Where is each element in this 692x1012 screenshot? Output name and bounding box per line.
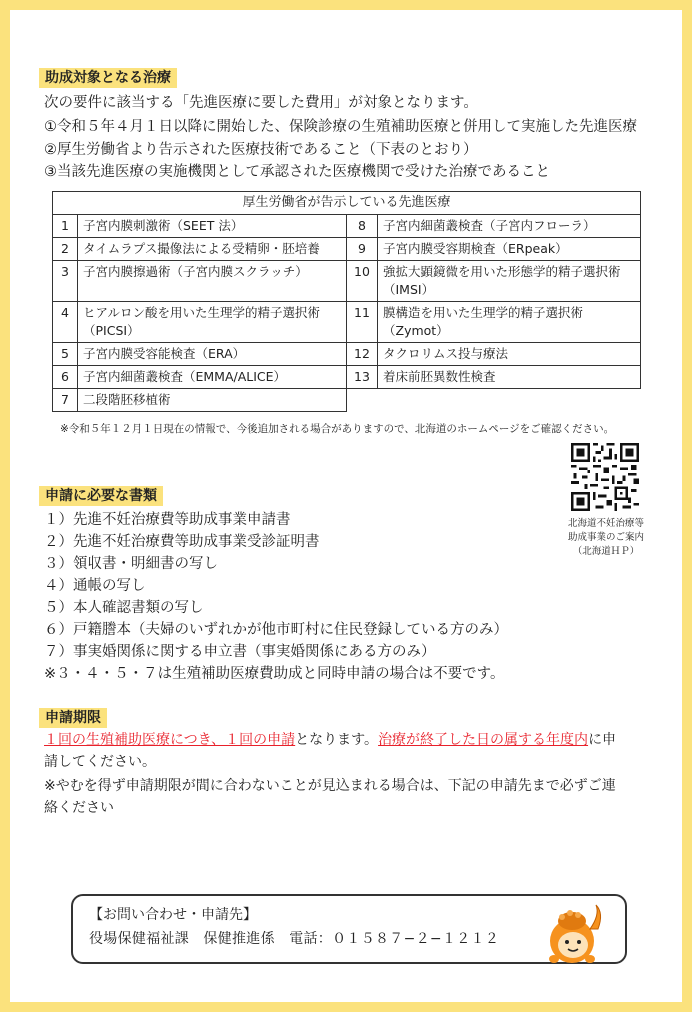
- row-number: 9: [347, 238, 378, 261]
- deadline-line-4: 絡ください: [44, 800, 114, 816]
- table-row: [53, 261, 641, 302]
- row-label: 子宮内細菌叢検査（EMMA/ALICE）: [78, 366, 347, 389]
- requirement-1: ①令和５年４月１日以降に開始した、保険診療の生殖補助医療と併用して実施した先進医療: [44, 119, 637, 135]
- table-row: [53, 343, 641, 366]
- row-label: 子宮内膜受容期検査（ERpeak）: [378, 238, 641, 261]
- document-item: ４）通帳の写し: [44, 578, 146, 594]
- deadline-line-1: [44, 730, 616, 750]
- row-label: 膜構造を用いた生理学的精子選択術（Zymot）: [378, 302, 641, 343]
- row-number: 5: [53, 343, 78, 366]
- row-label: タイムラプス撮像法による受精卵・胚培養: [78, 238, 347, 261]
- documents-heading: 申請に必要な書類: [39, 486, 163, 506]
- row-number: 13: [347, 366, 378, 389]
- qr-caption-line: 助成事業のご案内: [567, 532, 644, 543]
- document-note: ※３・４・５・７は生殖補助医療費助成と同時申請の場合は不要です。: [44, 666, 505, 682]
- deadline-emphasis-1: １回の生殖補助医療につき、１回の申請: [44, 732, 296, 748]
- row-label: 子宮内膜擦過術（子宮内膜スクラッチ）: [78, 261, 347, 302]
- table-row: [53, 366, 641, 389]
- row-number: 11: [347, 302, 378, 343]
- table-note: ※令和５年１２月１日現在の情報で、今後追加される場合がありますので、北海道のホームページをご確認ください。: [60, 423, 615, 435]
- row-label: 強拡大顕鏡微を用いた形態学的精子選択術（IMSI）: [378, 261, 641, 302]
- row-label: ヒアルロン酸を用いた生理学的精子選択術（PICSI）: [78, 302, 347, 343]
- table-row: [53, 389, 641, 412]
- document-item: ６）戸籍謄本（夫婦のいずれかが他市町村に住民登録している方のみ）: [44, 622, 508, 638]
- row-number: 12: [347, 343, 378, 366]
- document-item: ２）先進不妊治療費等助成事業受診証明書: [44, 534, 320, 550]
- deadline-text: に申: [588, 732, 617, 748]
- qr-caption-line: （北海道ＨＰ）: [572, 546, 640, 557]
- advanced-medicine-table: [52, 191, 641, 412]
- empty-cell: [347, 389, 641, 412]
- requirement-2: ②厚生労働省より告示された医療技術であること（下表のとおり）: [44, 142, 478, 158]
- row-number: 8: [347, 215, 378, 238]
- deadline-line-2: 請してください。: [44, 754, 156, 770]
- deadline-emphasis-2: 治療が終了した日の属する年度内: [378, 732, 589, 748]
- row-label: 子宮内膜刺激術（SEET 法）: [78, 215, 347, 238]
- table-header: 厚生労働省が告示している先進医療: [53, 192, 641, 215]
- row-number: 6: [53, 366, 78, 389]
- table-row: [53, 238, 641, 261]
- deadline-line-3: ※やむを得ず申請期限が間に合わないことが見込まれる場合は、下記の申請先まで必ずご連: [44, 778, 616, 794]
- document-item: １）先進不妊治療費等助成事業申請書: [44, 512, 291, 528]
- table-row: [53, 302, 641, 343]
- contact-title: 【お問い合わせ・申請先】: [89, 907, 257, 923]
- row-number: 7: [53, 389, 78, 412]
- row-number: 4: [53, 302, 78, 343]
- deadline-text: となります。: [295, 732, 379, 748]
- row-label: タクロリムス投与療法: [378, 343, 641, 366]
- treatment-heading: 助成対象となる治療: [39, 68, 177, 88]
- deadline-heading: 申請期限: [39, 708, 107, 728]
- requirement-3: ③当該先進医療の実施機関として承認された医療機関で受けた治療であること: [44, 164, 550, 180]
- row-number: 2: [53, 238, 78, 261]
- qr-caption-line: 北海道不妊治療等: [567, 518, 644, 529]
- qr-code-icon[interactable]: [571, 443, 639, 511]
- mascot-icon: [534, 899, 614, 971]
- document-item: ３）領収書・明細書の写し: [44, 556, 218, 572]
- row-label: 子宮内細菌叢検査（子宮内フローラ）: [378, 215, 641, 238]
- row-number: 10: [347, 261, 378, 302]
- row-label: 子宮内膜受容能検査（ERA）: [78, 343, 347, 366]
- table-row: [53, 215, 641, 238]
- document-item: ５）本人確認書類の写し: [44, 600, 204, 616]
- row-label: 着床前胚異数性検査: [378, 366, 641, 389]
- row-label: 二段階胚移植術: [78, 389, 347, 412]
- treatment-intro: 次の要件に該当する「先進医療に要した費用」が対象となります。: [44, 95, 478, 111]
- row-number: 3: [53, 261, 78, 302]
- row-number: 1: [53, 215, 78, 238]
- document-item: ７）事実婚関係に関する申立書（事実婚関係にある方のみ）: [44, 644, 436, 660]
- contact-detail: 役場保健福祉課 保健推進係 電話：０１５８７−２−１２１２: [89, 931, 500, 947]
